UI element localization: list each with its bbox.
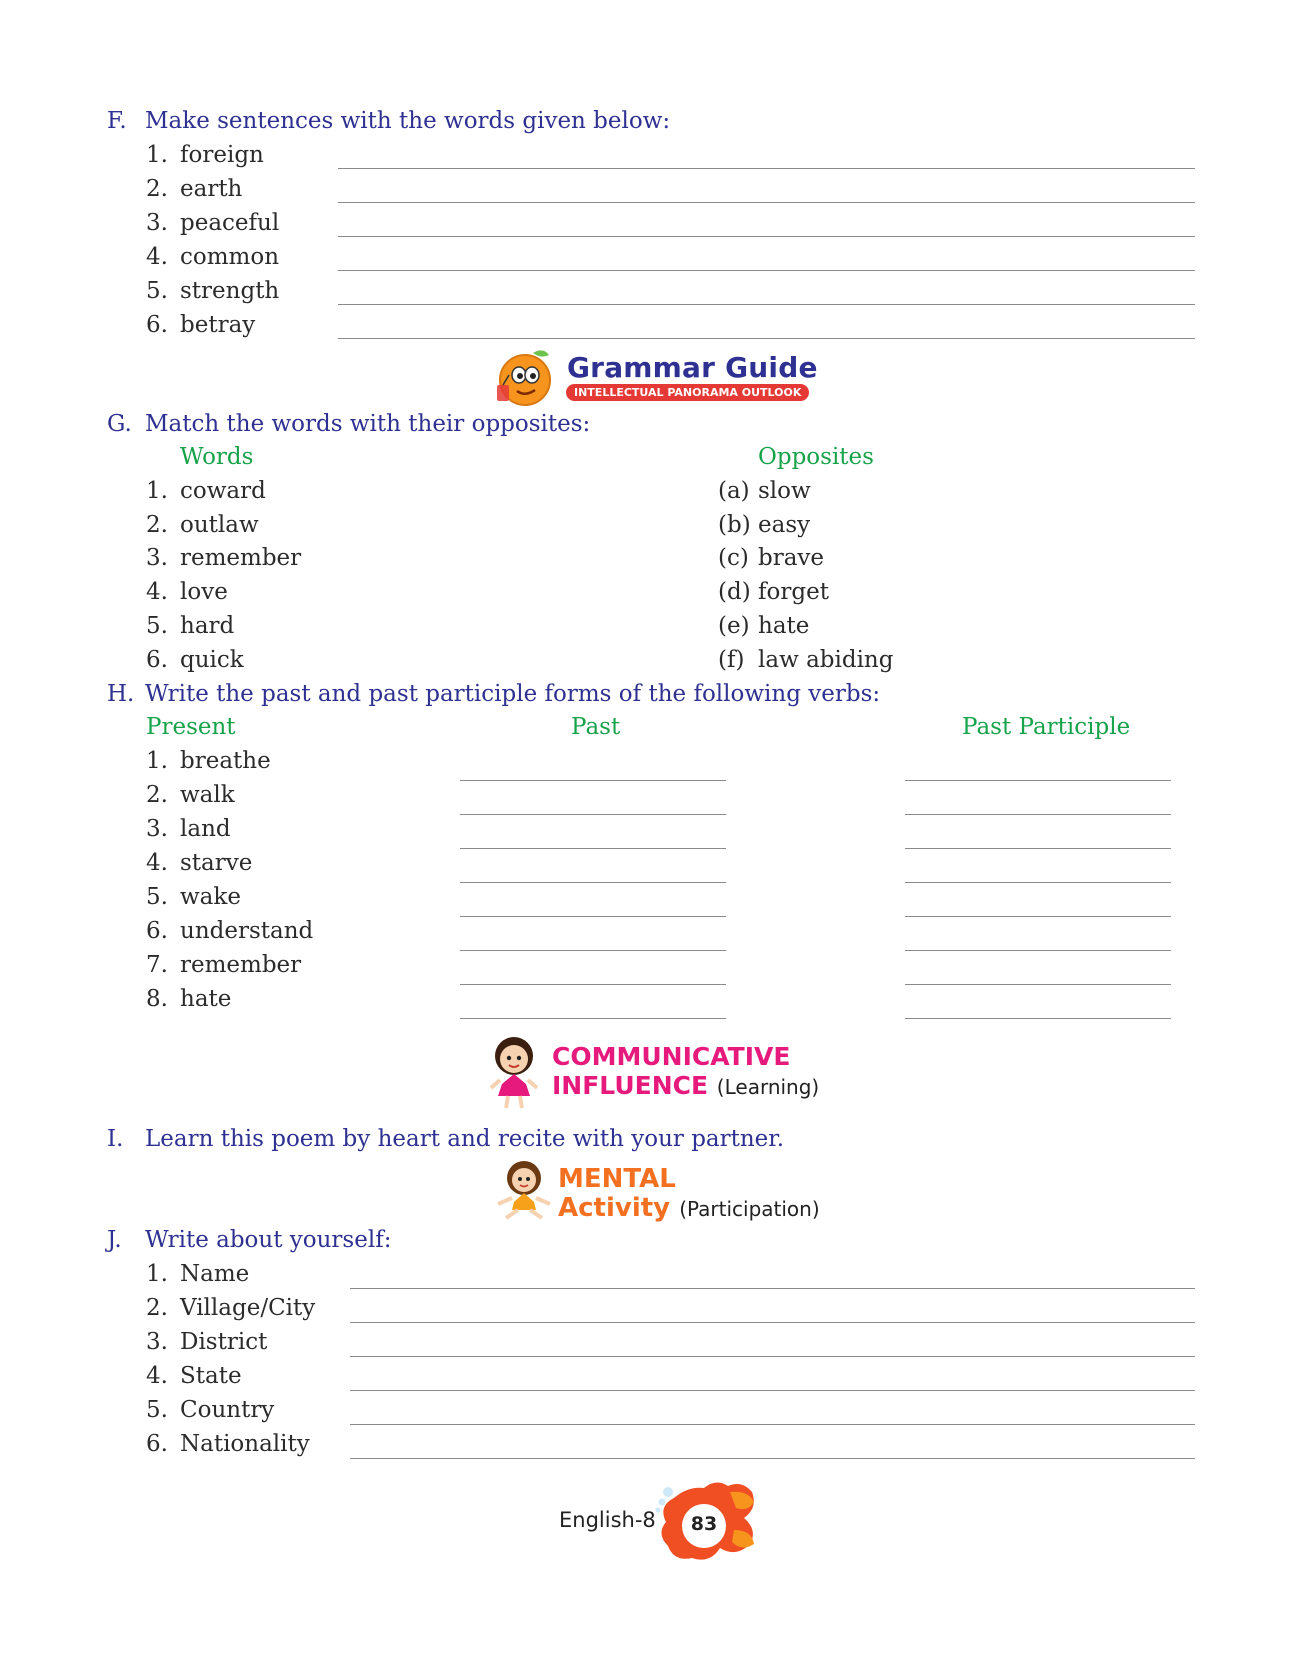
answer-line[interactable] (350, 1390, 1195, 1391)
past-answer-line[interactable] (460, 848, 726, 849)
grammar-guide-subtitle: INTELLECTUAL PANORAMA OUTLOOK (566, 384, 809, 401)
footer-book-title: English-8 (559, 1508, 656, 1532)
section-g-instruction: G. Match the words with their opposites: (107, 411, 591, 437)
past-participle-answer-line[interactable] (905, 814, 1171, 815)
list-item: 7. remember (146, 952, 302, 978)
section-h-instruction: H. Write the past and past participle forms of the following verbs: (107, 681, 881, 707)
list-item: 5. hard (146, 613, 235, 639)
list-item: 2. outlaw (146, 512, 259, 538)
mental-title-line2: Activity (Participation) (558, 1193, 820, 1223)
section-j-instruction: J. Write about yourself: (107, 1227, 392, 1253)
list-item: (f) law abiding (718, 647, 894, 673)
list-item: 2. walk (146, 782, 235, 808)
past-participle-answer-line[interactable] (905, 950, 1171, 951)
communicative-paren: (Learning) (716, 1075, 820, 1099)
past-participle-answer-line[interactable] (905, 780, 1171, 781)
opposites-header: Opposites (758, 444, 874, 470)
list-item: 4. State (146, 1363, 242, 1389)
list-item: 8. hate (146, 986, 232, 1012)
past-answer-line[interactable] (460, 814, 726, 815)
past-header: Past (571, 714, 621, 740)
answer-line[interactable] (350, 1356, 1195, 1357)
answer-line[interactable] (338, 168, 1195, 169)
answer-line[interactable] (338, 236, 1195, 237)
section-j-letter: J. (107, 1227, 122, 1253)
communicative-title-line1: COMMUNICATIVE (552, 1042, 791, 1071)
past-answer-line[interactable] (460, 1018, 726, 1019)
list-item: 3. land (146, 816, 231, 842)
child-mascot-icon (492, 1158, 556, 1222)
section-i-instruction: I. Learn this poem by heart and recite with your partner. (107, 1126, 785, 1152)
communicative-title-line2: INFLUENCE (Learning) (552, 1071, 820, 1100)
answer-line[interactable] (350, 1458, 1195, 1459)
mental-paren: (Participation) (679, 1197, 820, 1221)
section-g-letter: G. (107, 411, 132, 437)
list-item: 1. breathe (146, 748, 271, 774)
mental-title-line1: MENTAL (558, 1164, 676, 1194)
answer-line[interactable] (338, 304, 1195, 305)
orange-mascot-icon (489, 347, 555, 409)
list-item: 3. District (146, 1329, 268, 1355)
answer-line[interactable] (350, 1322, 1195, 1323)
list-item: 5. wake (146, 884, 241, 910)
list-item: 5. Country (146, 1397, 275, 1423)
past-participle-answer-line[interactable] (905, 848, 1171, 849)
section-h-letter: H. (107, 681, 135, 707)
past-participle-answer-line[interactable] (905, 1018, 1171, 1019)
answer-line[interactable] (350, 1424, 1195, 1425)
list-item: (e) hate (718, 613, 810, 639)
past-answer-line[interactable] (460, 916, 726, 917)
list-item: 1. foreign (146, 142, 264, 168)
list-item: 2. Village/City (146, 1295, 316, 1321)
grammar-guide-title: Grammar Guide (567, 351, 818, 384)
list-item: 5. strength (146, 278, 280, 304)
list-item: (c) brave (718, 545, 825, 571)
list-item: 6. Nationality (146, 1431, 310, 1457)
list-item: 1. coward (146, 478, 266, 504)
list-item: (a) slow (718, 478, 811, 504)
past-participle-answer-line[interactable] (905, 916, 1171, 917)
list-item: 6. understand (146, 918, 314, 944)
list-item: 3. remember (146, 545, 302, 571)
answer-line[interactable] (338, 202, 1195, 203)
list-item: 4. common (146, 244, 280, 270)
past-participle-answer-line[interactable] (905, 984, 1171, 985)
answer-line[interactable] (338, 338, 1195, 339)
past-answer-line[interactable] (460, 984, 726, 985)
list-item: 4. starve (146, 850, 253, 876)
words-header: Words (180, 444, 254, 470)
list-item: 4. love (146, 579, 228, 605)
list-item: (d) forget (718, 579, 829, 605)
list-item: (b) easy (718, 512, 811, 538)
past-answer-line[interactable] (460, 780, 726, 781)
list-item: 3. peaceful (146, 210, 280, 236)
section-i-letter: I. (107, 1126, 124, 1152)
present-header: Present (146, 714, 236, 740)
list-item: 1. Name (146, 1261, 250, 1287)
answer-line[interactable] (338, 270, 1195, 271)
answer-line[interactable] (350, 1288, 1195, 1289)
past-answer-line[interactable] (460, 882, 726, 883)
section-f-letter: F. (107, 108, 127, 134)
girl-mascot-icon (486, 1034, 542, 1112)
past-participle-answer-line[interactable] (905, 882, 1171, 883)
past-answer-line[interactable] (460, 950, 726, 951)
page-number: 83 (690, 1513, 718, 1535)
list-item: 6. betray (146, 312, 256, 338)
list-item: 2. earth (146, 176, 243, 202)
list-item: 6. quick (146, 647, 244, 673)
past-participle-header: Past Participle (962, 714, 1131, 740)
section-f-instruction: F. Make sentences with the words given below: (107, 108, 671, 134)
